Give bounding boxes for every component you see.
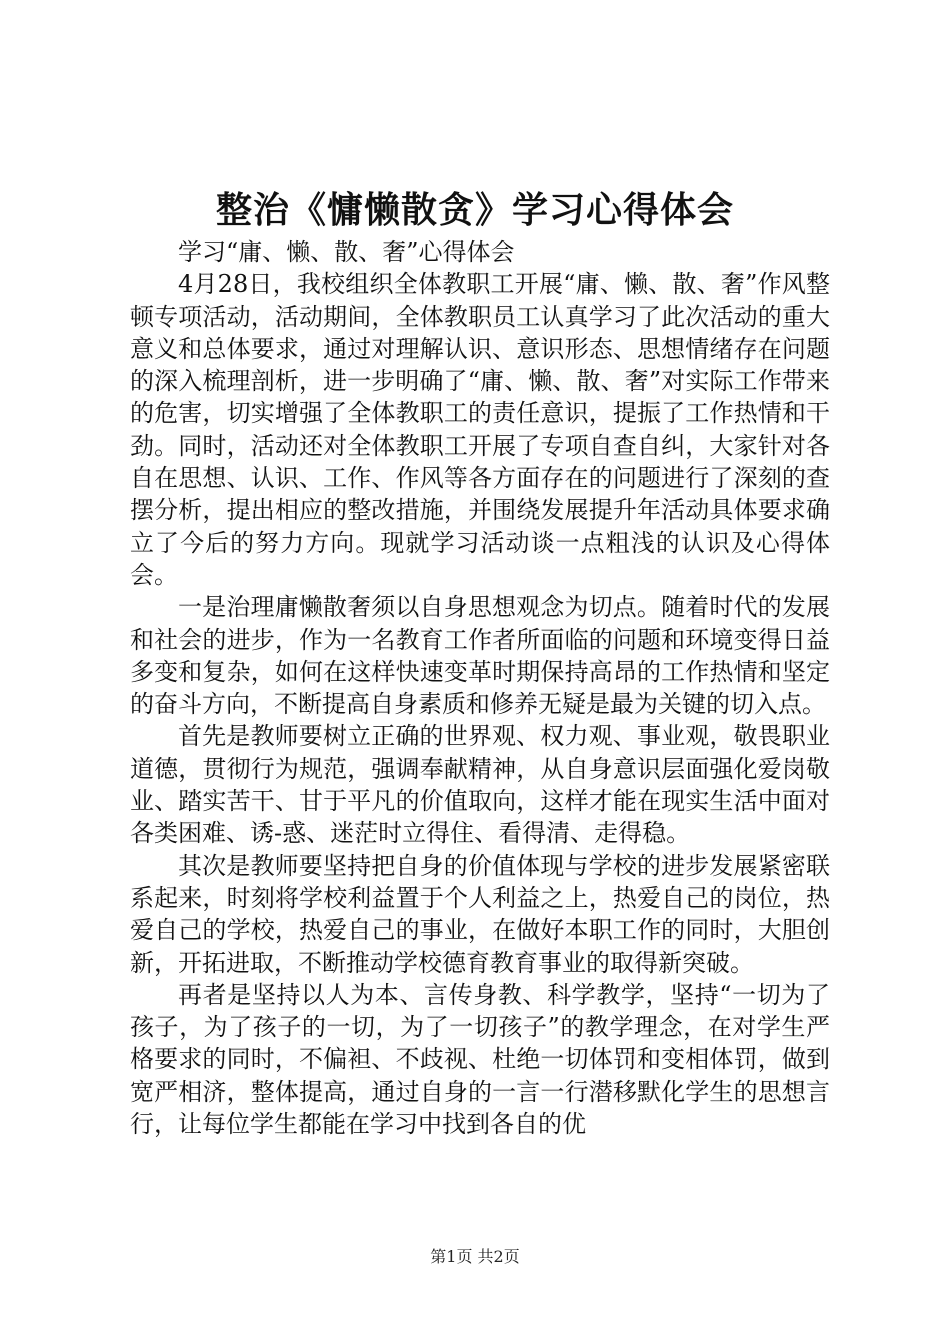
page-number-footer: 第1页 共2页 — [430, 1247, 520, 1266]
document-title: 整治《慵懒散贪》学习心得体会 — [215, 189, 734, 231]
paragraph: 首先是教师要树立正确的世界观、权力观、事业观，敬畏职业道德，贯彻行为规范，强调奉献精神，从自身意识层面强化爱岗敬业、踏实苦干、甘于平凡的价值取向，这样才能在现实生活中面对各类困难、诱-惑、迷茫时立得住、看得清、走得稳。 — [130, 722, 830, 848]
paragraph: 其次是教师要坚持把自身的价值体现与学校的进步发展紧密联系起来，时刻将学校利益置于个人利益之上，热爱自己的岗位，热爱自己的学校，热爱自己的事业，在做好本职工作的同时，大胆创新，开拓进取，不断推动学校德育教育事业的取得新突破。 — [130, 851, 830, 977]
document-body — [130, 236, 830, 1140]
paragraph: 一是治理庸懒散奢须以自身思想观念为切点。随着时代的发展和社会的进步，作为一名教育工作者所面临的问题和环境变得日益多变和复杂，如何在这样快速变革时期保持高昂的工作热情和坚定的奋斗方向，不断提高自身素质和修养无疑是最为关键的切入点。 — [130, 593, 830, 719]
paragraph-subtitle: 学习“庸、懒、散、奢”心得体会 — [178, 238, 515, 266]
paragraph: 再者是坚持以人为本、言传身教、科学教学，坚持“一切为了孩子，为了孩子的一切，为了一切孩子”的教学理念，在对学生严格要求的同时，不偏袒、不歧视、杜绝一切体罚和变相体罚，做到宽严相济，整体提高，通过自身的一言一行潜移默化学生的思想言行，让每位学生都能在学习中找到各自的优 — [130, 980, 830, 1139]
paragraph: 4月28日，我校组织全体教职工开展“庸、懒、散、奢”作风整顿专项活动，活动期间，全体教职员工认真学习了此次活动的重大意义和总体要求，通过对理解认识、意识形态、思想情绪存在问题的深入梳理剖析，进一步明确了“庸、懒、散、奢”对实际工作带来的危害，切实增强了全体教职工的责任意识，提振了工作热情和干劲。同时，活动还对全体教职工开展了专项自查自纠，大家针对各自在思想、认识、工作、作风等各方面存在的问题进行了深刻的查摆分析，提出相应的整改措施，并围绕发展提升年活动具体要求确立了今后的努力方向。现就学习活动谈一点粗浅的认识及心得体会。 — [130, 270, 830, 589]
